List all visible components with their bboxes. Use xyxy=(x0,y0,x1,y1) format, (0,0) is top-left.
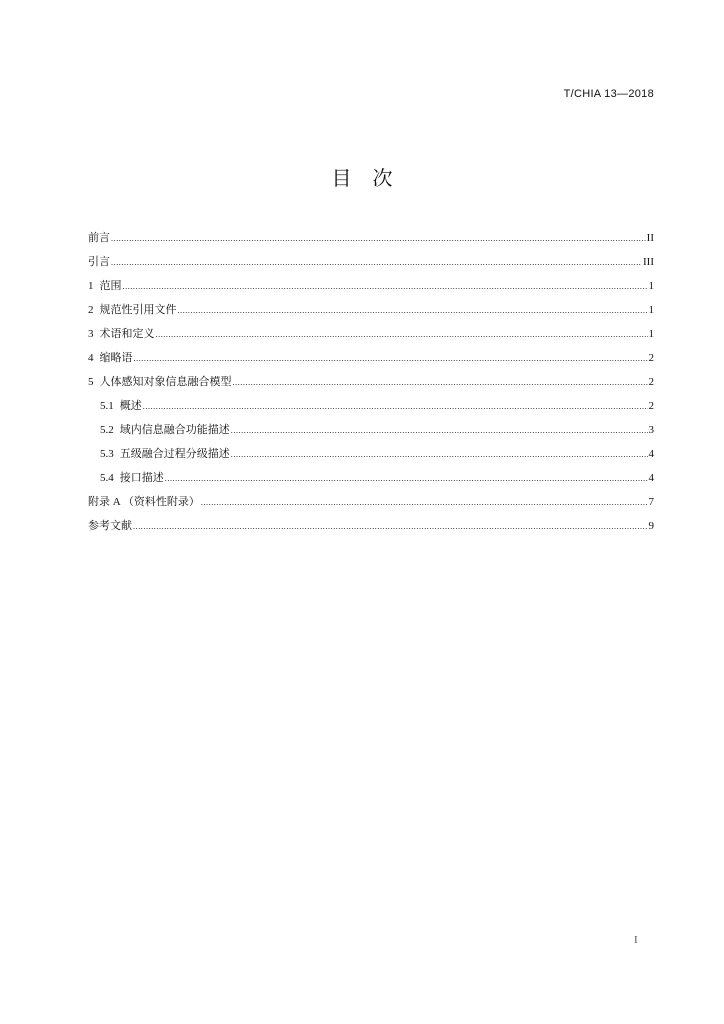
toc-entry-five-level-fusion[interactable] xyxy=(88,442,654,466)
toc-entry-title: 人体感知对象信息融合模型 xyxy=(99,376,232,388)
toc-entry-title: 范围 xyxy=(99,280,122,292)
toc-entry-number: 1 xyxy=(88,280,94,292)
toc-entry-page: 2 xyxy=(648,352,654,364)
toc-entry-number: 5.1 xyxy=(100,400,114,412)
toc-entry-intra-domain-fusion[interactable] xyxy=(88,418,654,442)
toc-entry-page: 4 xyxy=(648,448,654,460)
toc-entry-abbreviations[interactable] xyxy=(88,346,654,370)
toc-entry-page: 7 xyxy=(648,496,654,508)
toc-entry-appendix-a[interactable] xyxy=(88,490,654,514)
toc-entry-number: 2 xyxy=(88,304,94,316)
toc-entry-title: 参考文献 xyxy=(88,520,132,532)
toc-entry-title: 引言 xyxy=(88,256,110,268)
toc-entry-normative-references[interactable] xyxy=(88,298,654,322)
toc-entry-page: 1 xyxy=(648,304,654,316)
toc-entry-number: 5.3 xyxy=(100,448,114,460)
toc-entry-title: 缩略语 xyxy=(99,352,133,364)
dot-leader xyxy=(231,419,648,443)
dot-leader xyxy=(201,491,648,515)
toc-entry-title: 概述 xyxy=(119,400,142,412)
toc-entry-number: 5.2 xyxy=(100,424,114,436)
toc-entry-bibliography[interactable] xyxy=(88,514,654,538)
dot-leader xyxy=(156,323,648,347)
toc-entry-title: 术语和定义 xyxy=(99,328,155,340)
toc-entry-title: 域内信息融合功能描述 xyxy=(119,424,230,436)
dot-leader xyxy=(143,395,648,419)
toc-entry-page: 2 xyxy=(648,376,654,388)
page-number: I xyxy=(634,934,638,946)
toc-entry-title: 接口描述 xyxy=(119,472,164,484)
dot-leader xyxy=(165,467,648,491)
toc-entry-page: 2 xyxy=(648,400,654,412)
toc-entry-interface[interactable] xyxy=(88,466,654,490)
toc-entry-terms-definitions[interactable] xyxy=(88,322,654,346)
toc-entry-number: 5.4 xyxy=(100,472,114,484)
toc-entry-title: 五级融合过程分级描述 xyxy=(119,448,230,460)
toc-entry-fusion-model[interactable] xyxy=(88,370,654,394)
toc-entry-page: 4 xyxy=(648,472,654,484)
dot-leader xyxy=(123,275,648,299)
toc-entry-title: 前言 xyxy=(88,232,110,244)
toc-entry-scope[interactable] xyxy=(88,274,654,298)
toc-entry-page: 1 xyxy=(648,328,654,340)
dot-leader xyxy=(178,299,648,323)
toc-entry-overview[interactable] xyxy=(88,394,654,418)
toc-entry-foreword[interactable] xyxy=(88,226,654,250)
toc-entry-page: II xyxy=(646,232,654,244)
document-number: T/CHIA 13—2018 xyxy=(563,88,654,100)
toc-entry-page: 3 xyxy=(648,424,654,436)
toc-entry-introduction[interactable] xyxy=(88,250,654,274)
toc-entry-number: 4 xyxy=(88,352,94,364)
toc-entry-page: 1 xyxy=(648,280,654,292)
dot-leader xyxy=(111,227,646,251)
toc-title: 目 次 xyxy=(331,168,393,190)
dot-leader xyxy=(111,251,642,275)
toc-entry-title: 规范性引用文件 xyxy=(99,304,177,316)
table-of-contents xyxy=(88,226,654,538)
toc-entry-number: 3 xyxy=(88,328,94,340)
toc-entry-page: 9 xyxy=(648,520,654,532)
dot-leader xyxy=(133,515,648,539)
toc-entry-number: 5 xyxy=(88,376,94,388)
dot-leader xyxy=(231,443,648,467)
dot-leader xyxy=(134,347,648,371)
dot-leader xyxy=(233,371,648,395)
toc-entry-page: III xyxy=(643,256,654,268)
toc-entry-title: 附录 A （资料性附录） xyxy=(88,496,200,508)
